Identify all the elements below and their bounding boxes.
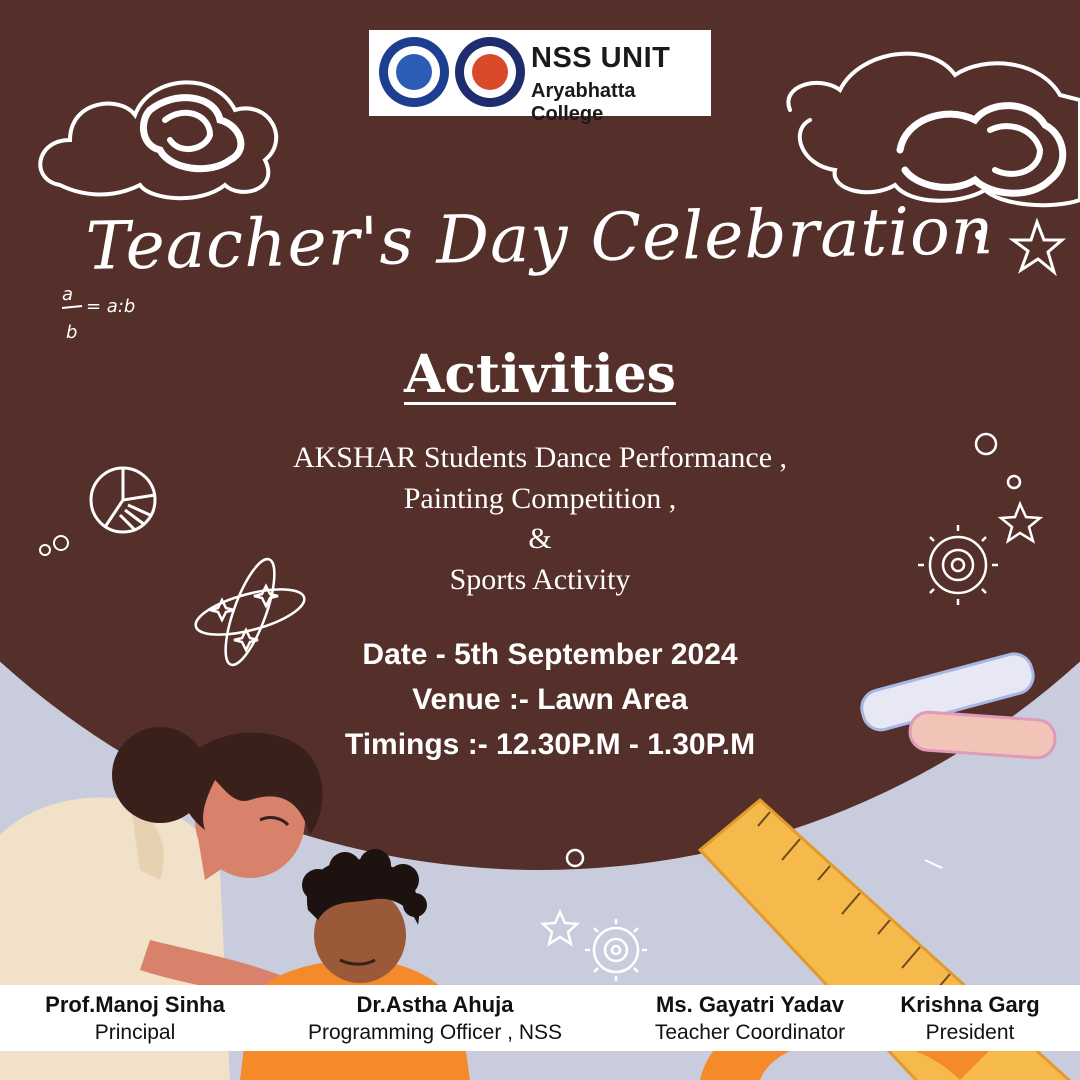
activity-item: AKSHAR Students Dance Performance , xyxy=(292,441,788,474)
activities-list xyxy=(0,438,1080,600)
organizer-name: Ms. Gayatri Yadav xyxy=(656,992,844,1017)
activity-item: & xyxy=(528,522,552,555)
star-doodle-icon xyxy=(543,912,577,944)
organizer-name: Krishna Garg xyxy=(900,992,1040,1017)
formula-denominator: b xyxy=(66,322,78,343)
event-headline: Teacher's Day Celebration xyxy=(85,192,995,285)
activities-heading-text: Activities xyxy=(404,344,676,405)
formula-doodle-icon xyxy=(925,860,942,868)
logo-title: NSS UNIT xyxy=(531,42,671,74)
university-seal-icon xyxy=(379,37,449,107)
organizer-role: President xyxy=(925,1021,1015,1044)
activities-heading xyxy=(0,344,1080,405)
activity-item: Painting Competition , xyxy=(403,481,677,515)
organizer-role: Teacher Coordinator xyxy=(654,1021,846,1044)
event-venue: Venue :- Lawn Area xyxy=(412,683,688,716)
organizer-role: Principal xyxy=(94,1021,176,1044)
nss-seal-icon xyxy=(455,37,525,107)
activity-item: Sports Activity xyxy=(449,562,631,596)
event-date: Date - 5th September 2024 xyxy=(362,638,738,671)
organizer-teacher-coordinator xyxy=(625,991,875,1047)
organizer-role: Programming Officer , NSS xyxy=(307,1021,563,1044)
organizer-name: Dr.Astha Ahuja xyxy=(356,992,514,1017)
cloud-doodle-icon xyxy=(40,82,276,198)
logo-subtitle: Aryabhatta College xyxy=(531,80,636,125)
organizer-programming-officer xyxy=(275,991,595,1047)
event-details xyxy=(0,632,1080,767)
gear-doodle-icon xyxy=(585,919,647,981)
formula-doodle-icon xyxy=(62,306,82,308)
organizer-president xyxy=(885,991,1055,1047)
cloud-doodle-icon xyxy=(788,54,1080,206)
nss-logo-banner xyxy=(369,30,711,125)
formula-rhs: = a:b xyxy=(86,296,136,317)
organizer-principal xyxy=(20,991,250,1047)
formula-numerator: a xyxy=(62,284,74,305)
event-timings: Timings :- 12.30P.M - 1.30P.M xyxy=(344,728,756,761)
organizer-name: Prof.Manoj Sinha xyxy=(45,992,225,1017)
organizers-footer xyxy=(0,985,1080,1051)
